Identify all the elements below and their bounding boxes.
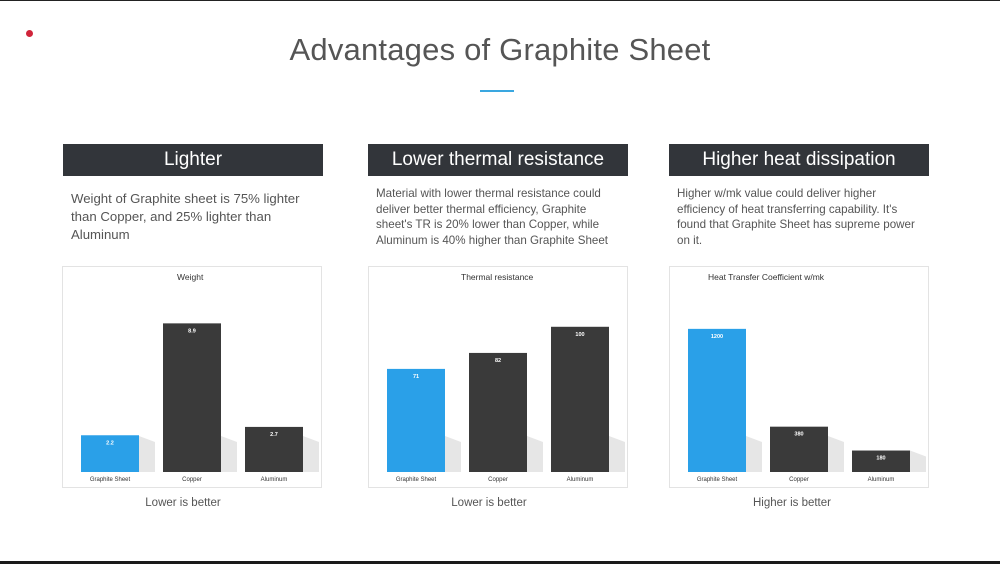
bar-shadow	[828, 436, 844, 472]
slide-title: Advantages of Graphite Sheet	[289, 32, 711, 67]
bar-copper	[163, 323, 221, 472]
x-tick-label: Graphite Sheet	[89, 477, 131, 483]
column-description: Material with lower thermal resistance could deliver better thermal efficiency, Graphite sheet's TR is 20% lower than Copper, while Aluminum is 40% higher than Graphite Sheet	[376, 187, 609, 247]
bar-value-label: 8.9	[188, 328, 196, 335]
column-description: Weight of Graphite sheet is 75% lighter than Copper, and 25% lighter than Aluminum	[71, 191, 300, 242]
x-tick-label: Copper	[789, 477, 809, 483]
x-tick-label: Aluminum	[867, 477, 895, 483]
bar-shadow	[609, 436, 625, 472]
chart-caption: Lower is better	[451, 497, 527, 509]
bar-value-label: 180	[876, 455, 886, 462]
chart-caption: Higher is better	[753, 497, 831, 509]
chart-title: Thermal resistance	[461, 272, 534, 282]
x-tick-label: Copper	[488, 477, 508, 483]
bar-graphite-sheet	[387, 369, 445, 472]
x-tick-label: Graphite Sheet	[696, 477, 738, 483]
column-description: Higher w/mk value could deliver higher efficiency of heat transferring capability. It's found that Graphite Sheet has supreme power on it.	[677, 187, 915, 247]
bar-shadow	[527, 436, 543, 472]
title-underline	[480, 90, 514, 92]
bar-copper	[469, 353, 527, 472]
top-border	[0, 0, 1000, 1]
x-tick-label: Graphite Sheet	[395, 477, 437, 483]
chart-thermal-resistance	[368, 266, 628, 488]
bar-shadow	[746, 436, 762, 472]
column-header: Higher heat dissipation	[669, 144, 929, 176]
chart-weight-svg	[63, 267, 321, 487]
x-tick-label: Copper	[182, 477, 202, 483]
chart-title: Heat Transfer Coefficient w/mk	[708, 272, 825, 282]
bar-value-label: 2.7	[270, 431, 278, 438]
x-tick-label: Aluminum	[260, 477, 288, 483]
column-thermal-resistance	[368, 144, 628, 248]
column-header: Lighter	[63, 144, 323, 176]
bar-value-label: 82	[494, 357, 502, 364]
chart-weight	[62, 266, 322, 488]
bar-shadow	[303, 436, 319, 472]
chart-heat-transfer	[669, 266, 929, 488]
column-header: Lower thermal resistance	[368, 144, 628, 176]
chart-caption: Lower is better	[145, 497, 221, 509]
bar-graphite-sheet	[688, 329, 746, 472]
x-tick-label: Aluminum	[566, 477, 594, 483]
bar-shadow	[910, 451, 926, 472]
bar-aluminum	[551, 327, 609, 472]
bar-shadow	[221, 436, 237, 472]
chart-title: Weight	[177, 272, 204, 282]
bar-value-label: 380	[794, 431, 804, 438]
column-lighter	[63, 144, 323, 244]
bar-shadow	[445, 436, 461, 472]
bar-value-label: 71	[412, 373, 420, 380]
bar-value-label: 2.2	[106, 440, 114, 447]
column-heat-dissipation	[669, 144, 929, 248]
bar-shadow	[139, 436, 155, 472]
bar-value-label: 100	[575, 331, 585, 338]
bar-value-label: 1200	[710, 333, 724, 340]
chart-thermal-svg	[369, 267, 627, 487]
chart-heat-svg	[670, 267, 928, 487]
